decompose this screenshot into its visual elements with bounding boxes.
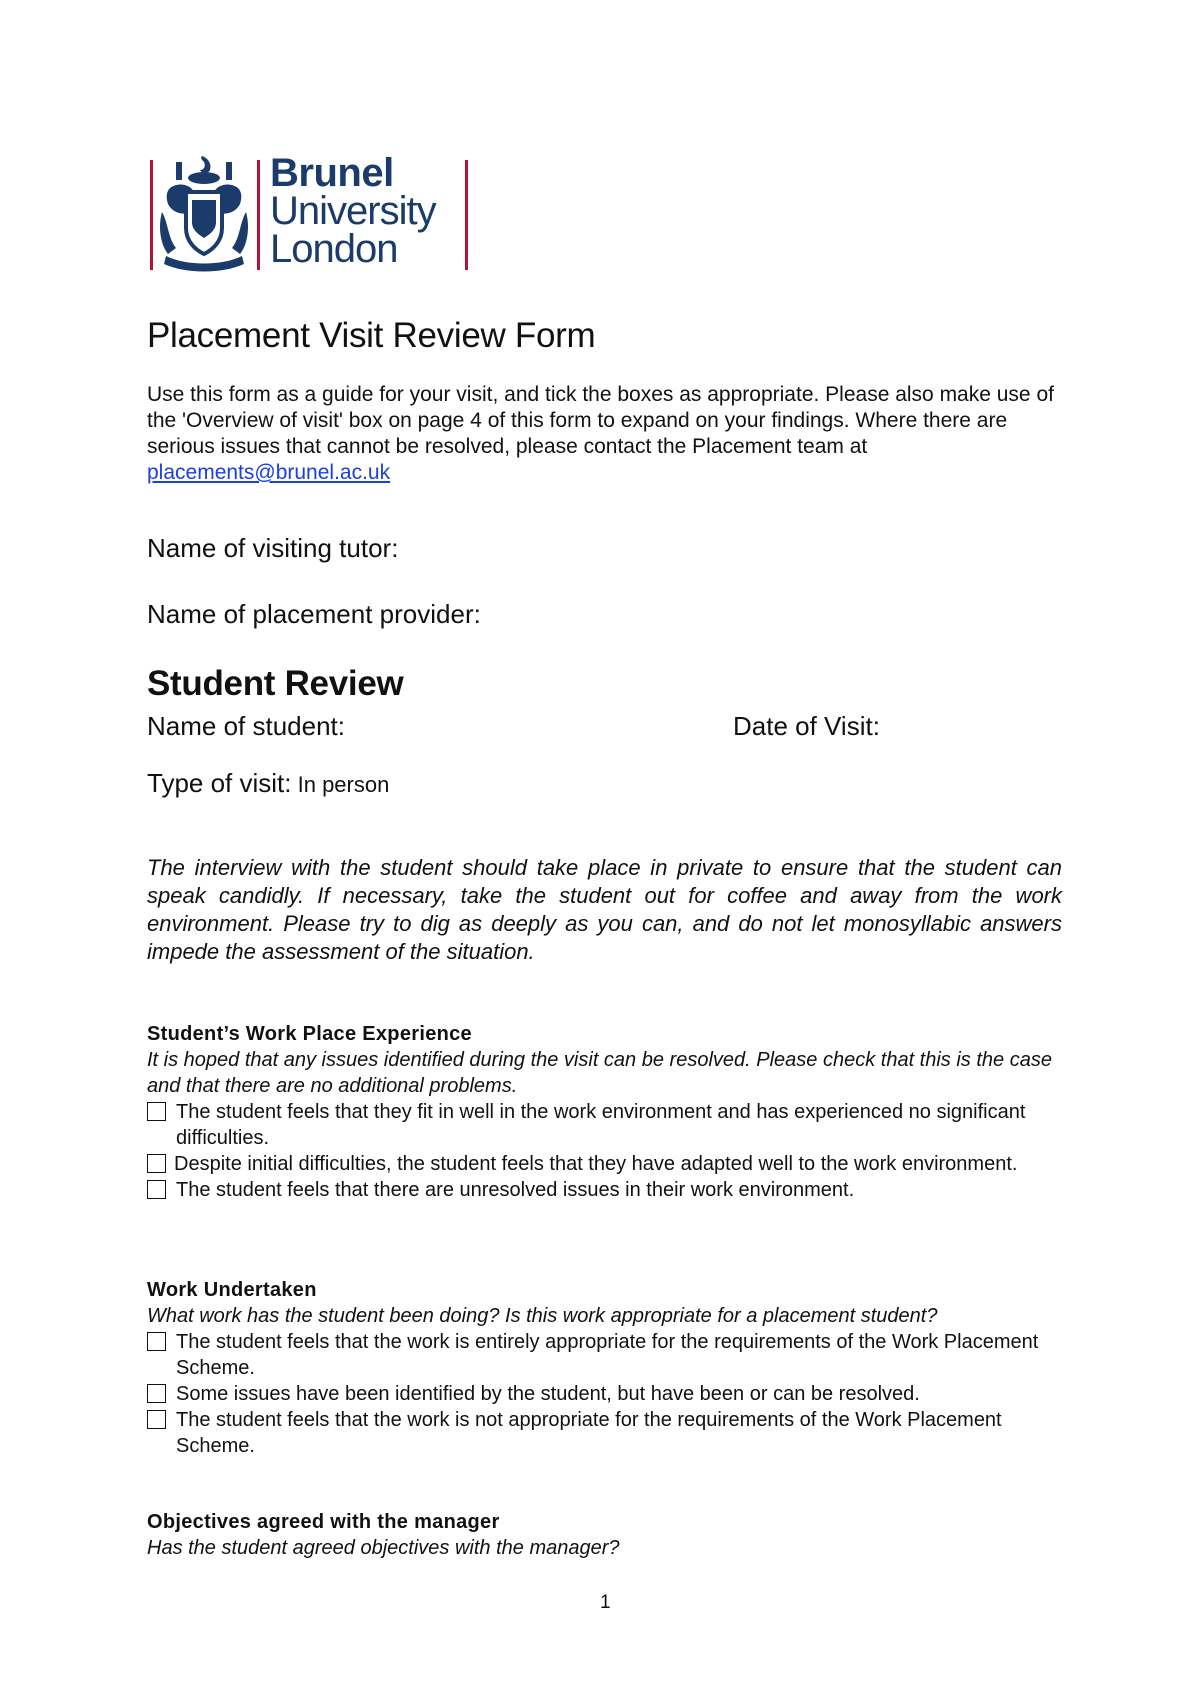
placements-email-link[interactable]: placements@brunel.ac.uk	[147, 461, 391, 484]
experience-option-1	[147, 1099, 1077, 1151]
brunel-logo	[150, 152, 470, 274]
student-name-label: Name of student:	[147, 711, 345, 741]
logo-word-brunel: Brunel	[270, 151, 394, 195]
university-crest-icon	[156, 152, 252, 272]
visit-type-field	[147, 768, 389, 799]
page-number: 1	[600, 1592, 611, 1613]
section-question: Has the student agreed objectives with the manager?	[147, 1537, 620, 1559]
logo-word-london: London	[270, 227, 398, 271]
placement-provider-label: Name of placement provider:	[147, 599, 481, 629]
objectives-section	[147, 1509, 1077, 1561]
intro-paragraph	[147, 382, 1067, 486]
section-question: It is hoped that any issues identified during the visit can be resolved. Please check that this is the case and that there are no additional problems.	[147, 1049, 1052, 1097]
visiting-tutor-label: Name of visiting tutor:	[147, 533, 399, 563]
work-option-1	[147, 1329, 1077, 1381]
experience-option-3-checkbox[interactable]	[147, 1180, 166, 1199]
section-heading: Work Undertaken	[147, 1279, 317, 1301]
work-option-3	[147, 1407, 1077, 1459]
work-undertaken-section	[147, 1277, 1077, 1459]
section-heading: Objectives agreed with the manager	[147, 1511, 500, 1533]
workplace-experience-section	[147, 1021, 1077, 1203]
option-label: Despite initial difficulties, the student feels that they have adapted well to the work environment.	[174, 1153, 1018, 1175]
work-option-3-checkbox[interactable]	[147, 1410, 166, 1429]
experience-option-3	[147, 1177, 1077, 1203]
experience-option-2-checkbox[interactable]	[147, 1154, 166, 1173]
logo-word-university: University	[270, 189, 436, 233]
page-title: Placement Visit Review Form	[147, 316, 596, 355]
logo-wordmark	[270, 151, 436, 271]
logo-divider-middle	[257, 160, 260, 270]
logo-divider-right	[465, 160, 468, 270]
option-label: The student feels that the work is entirely appropriate for the requirements of the Work Placement Scheme.	[176, 1331, 1039, 1379]
experience-option-2	[147, 1151, 1077, 1177]
visit-type-value: In person	[291, 772, 390, 797]
work-option-2	[147, 1381, 1077, 1407]
logo-divider-left	[150, 160, 153, 270]
option-label: The student feels that there are unresolved issues in their work environment.	[176, 1179, 855, 1201]
work-option-1-checkbox[interactable]	[147, 1332, 166, 1351]
option-label: Some issues have been identified by the student, but have been or can be resolved.	[176, 1383, 920, 1405]
option-label: The student feels that the work is not appropriate for the requirements of the Work Placement Scheme.	[176, 1409, 1002, 1457]
section-heading: Student’s Work Place Experience	[147, 1023, 472, 1045]
interview-guidance-note: The interview with the student should take place in private to ensure that the student can speak candidly. If necessary, take the student out for coffee and away from the work environment. Please try to dig as deeply as you can, and do not let monosyllabic answers impede the assessment of the situation.	[147, 855, 1062, 964]
intro-text: Use this form as a guide for your visit, and tick the boxes as appropriate. Please also make use of the 'Overview of visit' box on page 4 of this form to expand on your findings. Where there are serious issues that cannot be resolved, please contact the Placement team at	[147, 383, 1054, 458]
visit-type-label: Type of visit:	[147, 768, 292, 798]
student-review-heading: Student Review	[147, 664, 404, 703]
work-option-2-checkbox[interactable]	[147, 1384, 166, 1403]
experience-option-1-checkbox[interactable]	[147, 1102, 166, 1121]
option-label: The student feels that they fit in well in the work environment and has experienced no significant difficulties.	[176, 1101, 1026, 1149]
section-question: What work has the student been doing? Is this work appropriate for a placement student?	[147, 1305, 938, 1327]
visit-date-label: Date of Visit:	[733, 711, 880, 741]
